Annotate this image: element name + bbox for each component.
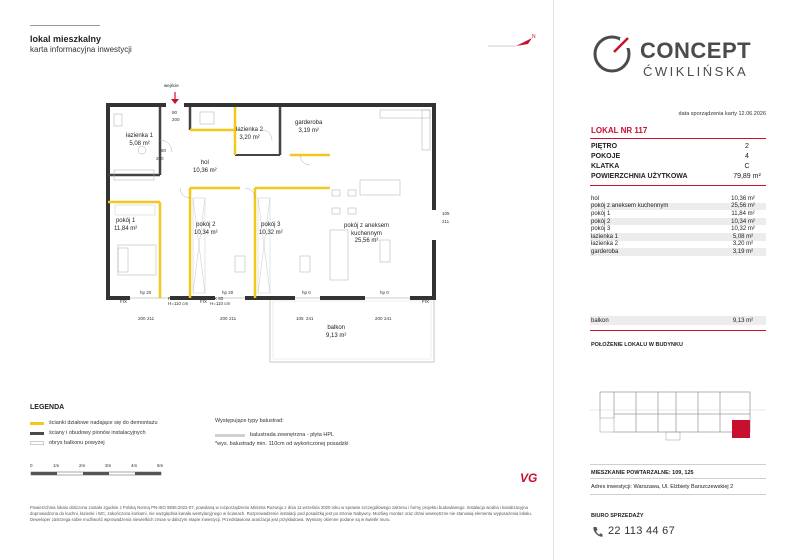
prop-value: 79,89 m² xyxy=(733,173,761,180)
mieszkanie-powtarzalne: MIESZKANIE POWTARZALNE: 109, 125 xyxy=(591,470,694,476)
prop-key: PIĘTRO xyxy=(591,143,618,150)
gray-rule xyxy=(590,478,766,479)
prop-row xyxy=(591,143,767,150)
balustrady-title: Występujące typy balustrad: xyxy=(215,418,284,424)
building-location-map xyxy=(590,380,766,450)
room-row xyxy=(590,225,766,233)
room-row xyxy=(590,241,766,249)
dim-label: hp 20 xyxy=(222,290,234,295)
prop-key: POWIERZCHNIA UŻYTKOWA xyxy=(591,173,688,180)
gray-rule xyxy=(590,464,766,465)
scale-label: 2m xyxy=(79,463,86,468)
floor-plan xyxy=(30,80,450,380)
dim-label: 80 xyxy=(161,148,167,153)
dim-label: 105 xyxy=(296,316,304,321)
room-area: 10,32 m² xyxy=(731,226,755,233)
legend-title: LEGENDA xyxy=(30,404,65,411)
header-rule xyxy=(30,25,100,26)
room-row xyxy=(590,195,766,203)
dim-label: 200 xyxy=(138,316,146,321)
room-label-pokoj-z-aneksem: pokój z aneksem kuchennym 25,56 m² xyxy=(344,223,390,244)
dim-label: 105 xyxy=(442,211,450,216)
legend-swatch-yellow xyxy=(30,422,44,425)
room-area: 25,56 m² xyxy=(731,203,755,210)
dim-label: FIX xyxy=(200,299,208,304)
dim-label: hp 0 xyxy=(380,290,389,295)
column-divider xyxy=(553,0,554,560)
room-name: łazienka 2 xyxy=(591,241,619,248)
scale-bar xyxy=(30,463,170,483)
room-area: 3,20 m² xyxy=(732,241,754,248)
room-area: 10,36 m² xyxy=(731,195,755,202)
north-arrow-icon xyxy=(486,32,542,52)
page-title: lokal mieszkalny xyxy=(30,34,102,44)
legend-item-label: ściany i obudowy pionów instalacyjnych xyxy=(49,430,146,436)
entrance-label: wejście xyxy=(164,83,179,88)
dim-label: 200 xyxy=(172,117,180,122)
prop-row xyxy=(591,153,767,160)
scale-label: 1m xyxy=(53,463,60,468)
legend-item xyxy=(30,440,105,446)
dim-label: hp 20 xyxy=(140,290,152,295)
room-name: garderoba xyxy=(591,248,619,255)
dim-label: 211 xyxy=(442,219,450,224)
prop-value: 4 xyxy=(745,153,749,160)
balustrada-swatch xyxy=(215,434,245,437)
legend-item xyxy=(30,420,158,426)
room-name: pokój 1 xyxy=(591,210,611,217)
sales-office-title: BIURO SPRZEDAŻY xyxy=(591,513,644,519)
gray-rule xyxy=(590,494,766,495)
location-title: POŁOŻENIE LOKALU W BUDYNKU xyxy=(591,342,683,348)
legend-item-label: obrys balkonu powyżej xyxy=(49,440,105,446)
scale-label: 4m xyxy=(131,463,138,468)
room-label-pokoj-3: pokój 3 10,32 m² xyxy=(259,222,283,236)
room-name: hol xyxy=(591,195,600,202)
vg-logo: VG xyxy=(520,471,538,485)
room-area: 10,34 m² xyxy=(731,218,755,225)
balustrada-note: *wys. balustrady min. 110cm od wykończonej posadzki xyxy=(215,441,349,447)
room-row xyxy=(590,233,766,241)
scale-label: 0 xyxy=(30,463,33,468)
rooms-table xyxy=(590,195,766,256)
investment-address: Adres inwestycji: Warszawa, Ul. Elżbiety Barszczewskiej 2 xyxy=(591,484,734,490)
dim-label: 241 xyxy=(384,316,392,321)
room-area: 5,08 m² xyxy=(732,233,754,240)
room-label-garderoba: garderoba 3,19 m² xyxy=(295,120,323,134)
red-rule xyxy=(590,185,766,186)
dim-label: 211 xyxy=(229,316,237,321)
scale-bar-graphic xyxy=(30,471,170,476)
phone-number[interactable]: 22 113 44 67 xyxy=(608,525,676,537)
scale-label: 3m xyxy=(105,463,112,468)
dim-label: 200 xyxy=(156,156,164,161)
balustrada-label: balustrada zewnętrzna - płyta HPL xyxy=(250,432,335,438)
scale-label: 5m xyxy=(157,463,164,468)
legend-item-label: ścianki działowe nadające się do demontażu xyxy=(49,420,158,426)
room-row xyxy=(590,218,766,226)
dim-label: H=110 cm xyxy=(168,301,189,306)
dim-label: FIX xyxy=(422,299,430,304)
dim-label: 90 xyxy=(172,110,178,115)
prop-value: 2 xyxy=(745,143,749,150)
room-name: pokój 2 xyxy=(591,218,611,225)
balcony-area: 9,13 m² xyxy=(732,317,754,324)
fine-print: Powierzchnia lokalu obliczona zostało zgodnie z Polską Normą PN-ISO 9836:2022-07, powołaną w rozporządzeniu Ministra Rozwoju z dnia 11 września 2020 roku w sprawie szczegółowego zakresu i formy projektu budowlanego. Instalacja wodna i kanalizacyjna doprowadzona do kuchni, łazienki i WC, zakończona korkami, nie uwzględnia kanału wentylacyjnego w ścianach. Rozprowadzenie instalacji pod posadzką jest po stronie Nabywcy. Możliwy montaż oraz drzwi wewnętrzne nie stanowią elementu wyposażenia lokalu. Deweloper zastrzega sobie możliwość wprowadzenia niewielkich zmian w dalszym etapie inwestycji. Przedstawiona aranżacja jest przykładowa. Wymiary okienne podane są w świetle muru. xyxy=(30,505,532,523)
lokal-number: LOKAL NR 117 xyxy=(591,126,648,135)
page-subtitle: karta informacyjna inwestycji xyxy=(30,45,132,54)
prop-row xyxy=(591,173,767,180)
prop-key: KLATKA xyxy=(591,163,620,170)
red-rule xyxy=(590,138,766,139)
room-label-balkon: balkon 9,13 m² xyxy=(326,325,347,339)
room-name: pokój z aneksem kuchennym xyxy=(591,203,669,210)
dim-label: FIX 80 xyxy=(210,296,224,301)
room-label-pokoj-1: pokój 1 11,84 m² xyxy=(114,218,138,232)
room-area: 3,19 m² xyxy=(732,248,754,255)
room-row xyxy=(590,210,766,218)
balustrada-item xyxy=(215,432,334,438)
prop-row xyxy=(591,163,767,170)
room-row xyxy=(590,248,766,256)
dim-label: FIX 80 xyxy=(168,296,182,301)
room-name: pokój 3 xyxy=(591,226,611,233)
room-name: łazienka 1 xyxy=(591,233,619,240)
prop-key: POKOJE xyxy=(591,153,621,160)
dim-label: 200 xyxy=(375,316,383,321)
dim-label: FIX xyxy=(120,299,128,304)
card-date: data sporządzenia karty 12.06.2026 xyxy=(678,111,766,117)
brand-sub: ĆWIKLIŃSKA xyxy=(643,64,749,79)
dim-label: hp 0 xyxy=(302,290,311,295)
room-label-pokoj-2: pokój 2 10,34 m² xyxy=(194,222,218,236)
legend-swatch-dark xyxy=(30,432,44,435)
balcony-name: balkon xyxy=(591,317,609,324)
brand-name: CONCEPT xyxy=(640,38,752,63)
room-label-lazienka-1: łazienka 1 5,08 m² xyxy=(126,133,154,147)
room-area: 11,84 m² xyxy=(731,210,755,217)
dim-label: H=110 cm xyxy=(210,301,231,306)
svg-text:N: N xyxy=(532,34,536,40)
red-rule xyxy=(590,330,766,331)
concept-logo-icon xyxy=(592,32,636,76)
dim-label: 200 xyxy=(220,316,228,321)
legend-swatch-outline xyxy=(30,441,44,445)
room-row xyxy=(590,203,766,211)
phone-icon xyxy=(592,526,603,538)
room-label-lazienka-2: łazienka 2 3,20 m² xyxy=(236,127,264,141)
dim-label: 211 xyxy=(147,316,155,321)
room-label-hol: hol 10,36 m² xyxy=(193,160,217,174)
dim-label: 241 xyxy=(306,316,314,321)
balcony-row xyxy=(590,316,766,325)
prop-value: C xyxy=(744,163,750,170)
legend-item xyxy=(30,430,146,436)
